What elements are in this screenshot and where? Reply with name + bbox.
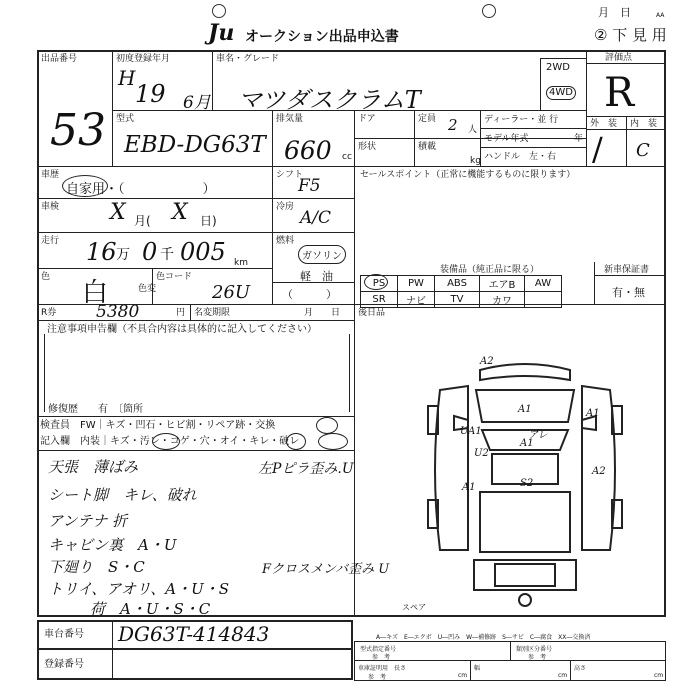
width-label: 幅 bbox=[474, 665, 481, 672]
first-reg-era: H bbox=[118, 66, 136, 90]
ju-logo: Ju bbox=[208, 20, 235, 46]
note-gate: トリイ、アオリ、A・U・S bbox=[48, 580, 230, 598]
aircon-value: A/C bbox=[300, 208, 332, 228]
equip-sr: SR bbox=[361, 292, 398, 308]
tear-circle bbox=[318, 433, 348, 450]
category-label: 類別区分番号 bbox=[516, 646, 553, 653]
mileage-man-unit: 万 bbox=[116, 247, 130, 263]
model-value: EBD-DG63T bbox=[124, 132, 266, 158]
shift-value: F5 bbox=[298, 176, 321, 196]
type-designation-label: 型式指定番号 bbox=[360, 646, 397, 653]
chassis-value: DG63T-414843 bbox=[118, 622, 270, 646]
width-cm-unit: cm bbox=[558, 672, 568, 679]
post-date-label: 後日品 bbox=[358, 308, 386, 318]
mark-hood: A1 bbox=[518, 404, 532, 415]
reg-label: 登録番号 bbox=[44, 659, 84, 670]
equip-ps: PS bbox=[361, 276, 398, 292]
inspection-day-unit: 日) bbox=[200, 214, 217, 228]
cut-circle bbox=[286, 433, 306, 450]
cert-length-label: 車庫証明用 長さ bbox=[358, 665, 407, 672]
inspector-label: 検査員 bbox=[40, 420, 70, 431]
note-seat: シート脚 キレ、破れ bbox=[48, 486, 197, 504]
note-antenna: アンテナ 折 bbox=[48, 512, 128, 530]
inspection-label: 車検 bbox=[41, 202, 60, 212]
fw-row: FW｜キズ・凹石・ヒビ割・リペア跡・交換 bbox=[80, 420, 276, 431]
equip-airbag: エアB bbox=[480, 276, 525, 292]
form-title: オークション出品申込書 bbox=[245, 29, 399, 45]
exchange-circle bbox=[316, 417, 338, 434]
r-ticket-label: R券 bbox=[41, 308, 57, 318]
interior-grade: C bbox=[636, 140, 650, 161]
note-crossmember: Fクロスメンバ歪み U bbox=[262, 562, 390, 577]
damage-legend: A―キズ E―エクボ U―凹み W―補修跡 S―サビ C―腐食 XX―交換済 bbox=[376, 634, 591, 641]
equip-empty bbox=[525, 292, 562, 308]
first-reg-year: 19 bbox=[135, 80, 166, 108]
mark-left-door: UA1 bbox=[460, 426, 482, 437]
shape-label: 形状 bbox=[358, 142, 377, 152]
inspection-year: X bbox=[110, 200, 126, 225]
evaluation-label: 評価点 bbox=[605, 53, 633, 63]
cc-unit: cc bbox=[342, 152, 352, 162]
color-change-label: 色変 bbox=[138, 284, 157, 294]
equip-aw: AW bbox=[525, 276, 562, 292]
aircon-label: 冷房 bbox=[276, 202, 295, 212]
equip-leather: カワ bbox=[480, 292, 525, 308]
equip-pw: PW bbox=[398, 276, 435, 292]
fuel-label: 燃料 bbox=[276, 236, 295, 246]
note-ceiling: 天張 薄ばみ bbox=[48, 458, 139, 476]
name-change-label: 名変期限 bbox=[194, 308, 231, 318]
interior-row: 内装｜キズ・汚レ・コゲ・穴・オイ・キレ・破レ bbox=[80, 436, 300, 447]
category-reference-label: 参 考 bbox=[528, 654, 547, 661]
note-underside: 下廻り S・C bbox=[48, 558, 145, 576]
load-label: 積載 bbox=[418, 142, 437, 152]
mileage-label: 走行 bbox=[41, 236, 60, 246]
interior-label: 内 装 bbox=[630, 119, 658, 129]
lot-no-label: 出品番号 bbox=[41, 54, 78, 64]
mileage-sen-unit: 千 bbox=[160, 247, 174, 263]
equipment-header: 装備品（純正品に限る） bbox=[440, 265, 540, 275]
chassis-label: 車台番号 bbox=[44, 629, 84, 640]
sales-point-label: セールスポイント（正常に機能するものに限ります） bbox=[360, 170, 576, 180]
capacity-label: 定員 bbox=[418, 114, 437, 124]
capacity-value: 2 bbox=[448, 116, 458, 134]
equip-tv: TV bbox=[435, 292, 480, 308]
mark-right-rear: A2 bbox=[592, 466, 606, 477]
note-bed: 荷 A・U・S・C bbox=[90, 600, 211, 618]
mileage-rest-value: 005 bbox=[180, 238, 226, 266]
km-unit: km bbox=[234, 258, 248, 268]
first-reg-label: 初度登録年月 bbox=[116, 54, 171, 64]
fuel-other-bracket: （ ） bbox=[282, 288, 337, 301]
entry-label: 記入欄 bbox=[40, 436, 70, 447]
punch-hole bbox=[482, 4, 496, 18]
length-cm-unit: cm bbox=[458, 672, 468, 679]
inspection-month: X bbox=[172, 200, 188, 225]
inspection-month-unit: 月( bbox=[134, 214, 151, 228]
displacement-label: 排気量 bbox=[276, 114, 304, 124]
mark-left-rear: A1 bbox=[462, 482, 476, 493]
exterior-grade: / bbox=[592, 130, 603, 168]
shift-label: シフト bbox=[276, 170, 304, 180]
evaluation-score: R bbox=[604, 70, 635, 116]
model-year-label: モデル年式 bbox=[484, 134, 529, 144]
aa-label: AA bbox=[656, 12, 665, 19]
mark-front-bumper: A2 bbox=[480, 356, 494, 367]
yen-unit: 円 bbox=[176, 308, 186, 318]
type-reference-label: 参 考 bbox=[372, 654, 391, 661]
notes-header: 注意事項申告欄（不具合内容は具体的に記入してください） bbox=[47, 324, 317, 335]
mark-roof: S2 bbox=[520, 478, 534, 489]
mileage-man-value: 16 bbox=[86, 238, 117, 266]
color-code-label: 色コード bbox=[156, 272, 193, 282]
displacement-value: 660 bbox=[284, 136, 332, 165]
year-unit: 年 bbox=[574, 134, 584, 144]
height-label: 高さ bbox=[574, 665, 587, 672]
mileage-sen-value: 0 bbox=[142, 238, 158, 266]
history-label: 車歴 bbox=[41, 170, 60, 180]
doors-label: ドア bbox=[358, 114, 376, 124]
fuel-keiyu: 軽 油 bbox=[300, 270, 333, 283]
person-unit: 人 bbox=[468, 125, 478, 135]
month-day-label: 月 日 bbox=[598, 6, 631, 19]
history-circle bbox=[62, 175, 108, 197]
punch-hole bbox=[212, 4, 226, 18]
name-change-date: 月 日 bbox=[304, 308, 341, 318]
r-ticket-value: 5380 bbox=[96, 302, 140, 322]
kg-unit: kg bbox=[470, 156, 481, 166]
repair-history-label: 修復歴 有 〔箇所 bbox=[48, 404, 143, 415]
cert-reference-label: 参 考 bbox=[368, 674, 387, 681]
reg-row bbox=[37, 650, 353, 680]
equipment-table bbox=[360, 275, 562, 308]
exterior-label: 外 装 bbox=[590, 119, 618, 129]
history-options: 自家用・（ ） bbox=[66, 182, 216, 197]
first-reg-month: 6月 bbox=[183, 93, 211, 113]
4wd-option-circled: 4WD bbox=[546, 86, 576, 100]
color-value: 白 bbox=[82, 278, 109, 308]
ps-circle bbox=[364, 274, 388, 290]
car-name-label: 車名・グレード bbox=[216, 54, 280, 64]
mark-windshield: A1 bbox=[520, 438, 534, 449]
spare-label: スペア bbox=[402, 603, 426, 612]
note-pillar: 左Pピラ歪み.U bbox=[258, 461, 354, 477]
new-warranty-label: 新車保証書 bbox=[604, 265, 650, 275]
2wd-option: 2WD bbox=[546, 62, 570, 73]
height-cm-unit: cm bbox=[654, 672, 664, 679]
model-label: 型式 bbox=[116, 114, 135, 124]
warranty-options: 有・無 bbox=[612, 286, 645, 299]
dealer-parallel-label: ディーラー・並 行 bbox=[484, 115, 559, 125]
lot-no-value: 53 bbox=[50, 105, 106, 156]
equip-abs: ABS bbox=[435, 276, 480, 292]
handle-label: ハンドル 左・右 bbox=[484, 152, 557, 162]
car-name-value: マツダスクラムT bbox=[238, 86, 421, 114]
mark-are: アレ bbox=[528, 430, 548, 441]
note-cabin: キャビン裏 A・U bbox=[48, 536, 177, 554]
mark-left-pillar: U2 bbox=[474, 448, 489, 459]
color-label: 色 bbox=[41, 272, 51, 282]
stain-circle bbox=[152, 433, 180, 450]
color-code-value: 26U bbox=[212, 282, 251, 303]
equip-navi: ナビ bbox=[398, 292, 435, 308]
fuel-gasoline-circled: ガソリン bbox=[298, 245, 346, 264]
mark-right-front: A1 bbox=[586, 408, 600, 419]
car-damage-diagram bbox=[410, 350, 640, 610]
copy-label: ② 下 見 用 bbox=[594, 26, 667, 44]
